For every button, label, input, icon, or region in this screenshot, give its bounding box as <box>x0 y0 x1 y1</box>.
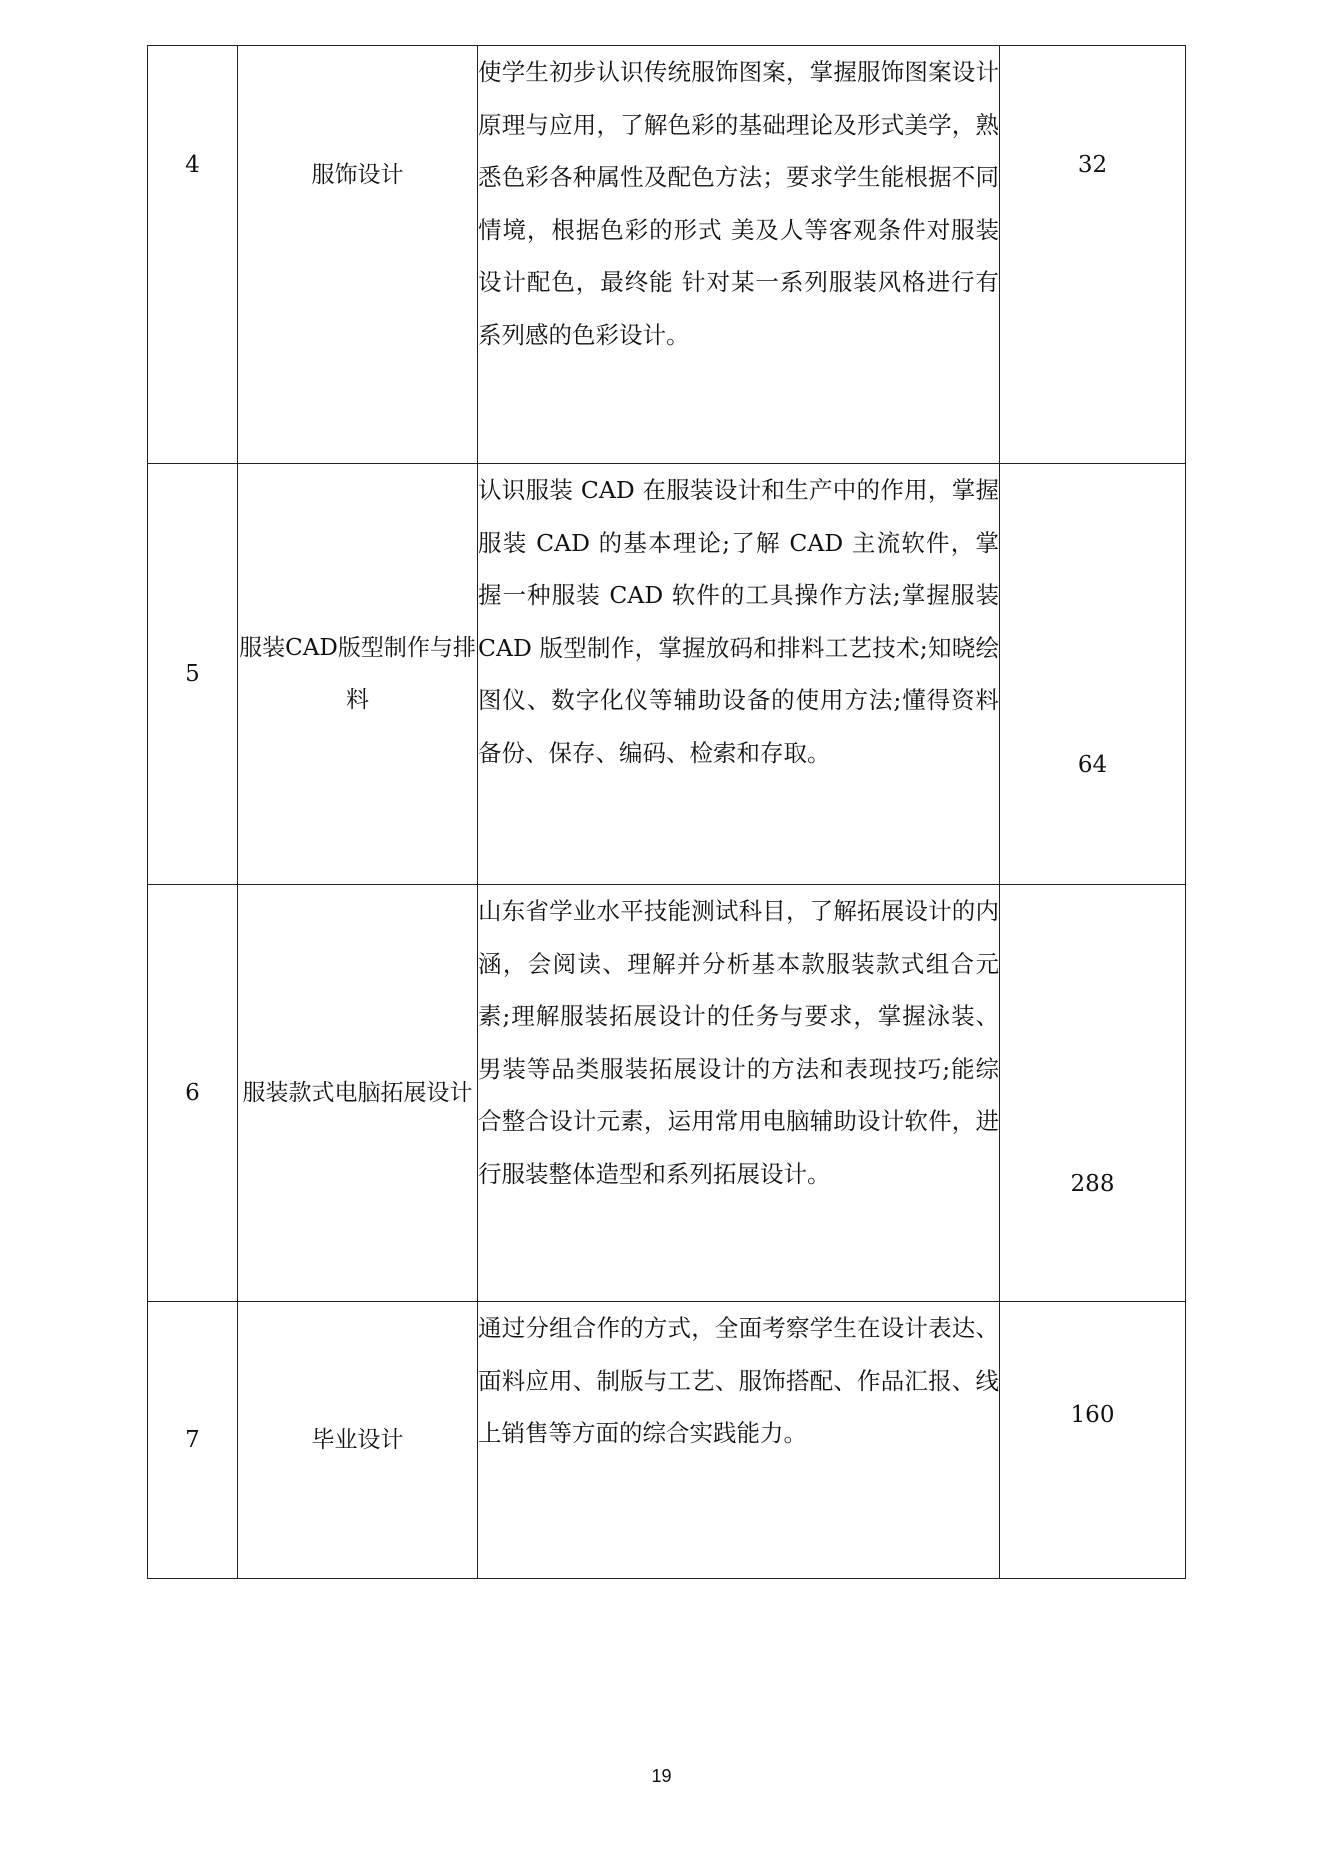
course-number: 5 <box>148 464 238 885</box>
table-row <box>148 46 1186 464</box>
course-hours <box>1000 46 1186 464</box>
course-hours-value: 288 <box>1070 1171 1115 1197</box>
course-hours-value: 160 <box>1070 1402 1115 1428</box>
table-row <box>148 885 1186 1302</box>
course-description: 认识服装 CAD 在服装设计和生产中的作用，掌握服装 CAD 的基本理论;了解 CAD 主流软件，掌握一种服装 CAD 软件的工具操作方法;掌握服装 CAD 版型制作，掌握放码和排料工艺技术;知晓绘图仪、数字化仪等辅助设备的使用方法;懂得资料备份、保存、编码、检索和存取。 <box>478 464 1000 885</box>
course-table <box>147 45 1186 1579</box>
course-hours <box>1000 885 1186 1302</box>
course-description: 使学生初步认识传统服饰图案，掌握服饰图案设计原理与应用，了解色彩的基础理论及形式美学，熟悉色彩各种属性及配色方法；要求学生能根据不同情境，根据色彩的形式 美及人等客观条件对服装设计配色，最终能 针对某一系列服装风格进行有系列感的色彩设计。 <box>478 46 1000 464</box>
course-description: 通过分组合作的方式，全面考察学生在设计表达、面料应用、制版与工艺、服饰搭配、作品汇报、线上销售等方面的综合实践能力。 <box>478 1302 1000 1579</box>
course-name: 服装款式电脑拓展设计 <box>238 885 478 1302</box>
page-number: 19 <box>651 1766 672 1786</box>
course-hours <box>1000 1302 1186 1579</box>
course-number: 6 <box>148 885 238 1302</box>
course-hours-value: 64 <box>1077 752 1108 778</box>
course-hours-value: 32 <box>1077 152 1108 178</box>
course-number: 4 <box>148 46 238 464</box>
table-row <box>148 1302 1186 1579</box>
course-name: 服装CAD版型制作与排料 <box>238 464 478 885</box>
course-name: 服饰设计 <box>238 46 478 464</box>
course-name: 毕业设计 <box>238 1302 478 1579</box>
course-description: 山东省学业水平技能测试科目，了解拓展设计的内涵，会阅读、理解并分析基本款服装款式组合元素;理解服装拓展设计的任务与要求，掌握泳装、男装等品类服装拓展设计的方法和表现技巧;能综合整合设计元素，运用常用电脑辅助设计软件，进行服装整体造型和系列拓展设计。 <box>478 885 1000 1302</box>
course-hours <box>1000 464 1186 885</box>
table-row <box>148 464 1186 885</box>
course-number: 7 <box>148 1302 238 1579</box>
